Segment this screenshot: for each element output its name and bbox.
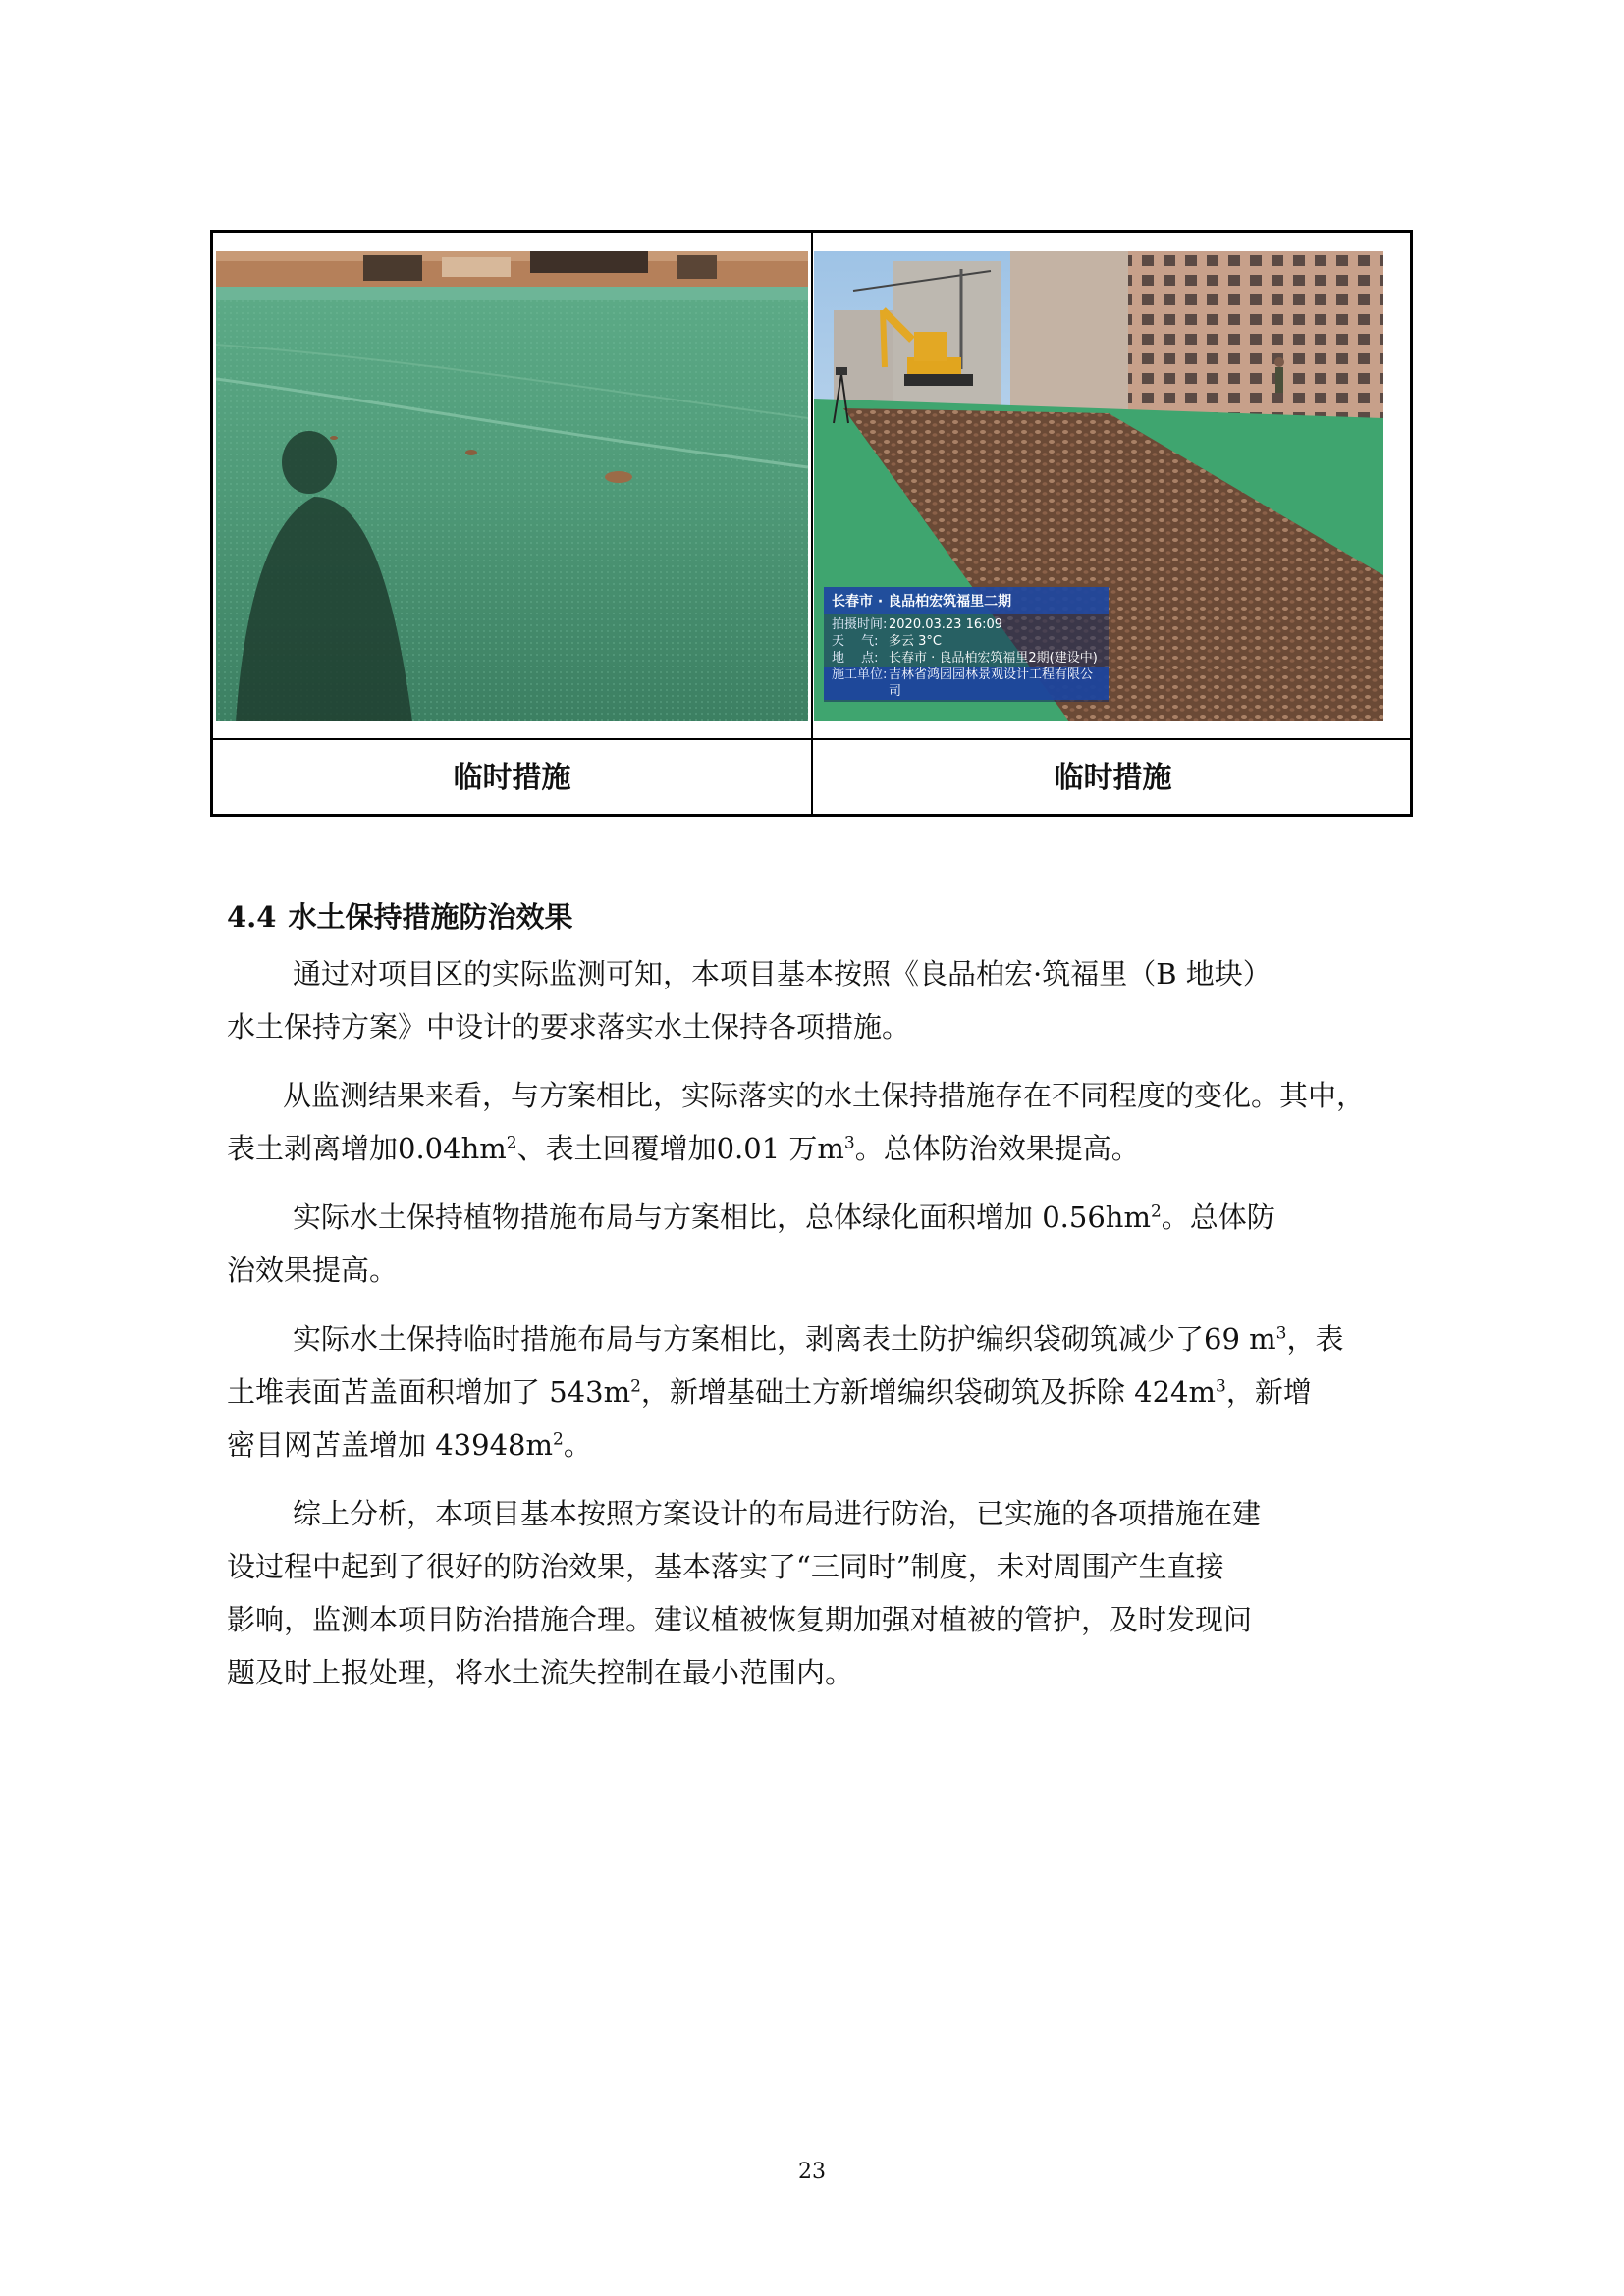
text-run: 、表土回覆增加0.01 万m bbox=[516, 1132, 844, 1165]
overlay-key: 天 气: bbox=[832, 634, 879, 649]
text-run: 。总体防治效果提高。 bbox=[854, 1132, 1140, 1165]
paragraph-line: 综上分析，本项目基本按照方案设计的布局进行防治，已实施的各项措施在建 bbox=[293, 1497, 1262, 1530]
overlay-row bbox=[824, 616, 1109, 633]
text-run: 表土剥离增加0.04hm bbox=[227, 1132, 507, 1165]
paragraph-line: 治效果提高。 bbox=[227, 1254, 399, 1287]
section-heading bbox=[227, 895, 572, 935]
paragraph-line: 题及时上报处理，将水土流失控制在最小范围内。 bbox=[227, 1656, 854, 1689]
paragraph-line bbox=[227, 1425, 592, 1465]
overlay-value: 多云 3°C bbox=[889, 634, 942, 649]
green-mesh-cover-photo bbox=[216, 251, 808, 721]
overlay-key: 地 点: bbox=[832, 651, 879, 666]
photo-table bbox=[210, 230, 1413, 817]
overlay-body bbox=[824, 614, 1109, 702]
superscript: 3 bbox=[843, 1133, 855, 1153]
paragraph-line: 影响，监测本项目防治措施合理。建议植被恢复期加强对植被的管护，及时发现问 bbox=[227, 1603, 1253, 1636]
text-run: ，新增 bbox=[1225, 1375, 1312, 1409]
paragraph-line bbox=[293, 1198, 1275, 1237]
text-run: 实际水土保持植物措施布局与方案相比，总体绿化面积增加 0.56hm bbox=[293, 1201, 1151, 1234]
excavator-site-photo bbox=[814, 251, 1383, 721]
paragraph-line: 水土保持方案》中设计的要求落实水土保持各项措施。 bbox=[227, 1010, 911, 1043]
left-photo-caption: 临时措施 bbox=[453, 761, 571, 795]
superscript: 2 bbox=[1150, 1201, 1162, 1222]
table-divider-vertical bbox=[811, 233, 813, 814]
superscript: 2 bbox=[552, 1429, 564, 1450]
overlay-value: 2020.03.23 16:09 bbox=[889, 617, 1003, 632]
paragraph-line bbox=[293, 1319, 1343, 1359]
superscript: 2 bbox=[630, 1376, 641, 1397]
paragraph-line: 从监测结果来看，与方案相比，实际落实的水土保持措施存在不同程度的变化。其中， bbox=[283, 1079, 1366, 1112]
overlay-title: 长春市 · 良品柏宏筑福里二期 bbox=[824, 587, 1109, 614]
text-run: 。 bbox=[563, 1428, 592, 1462]
paragraph-line bbox=[227, 1372, 1312, 1412]
photo-info-overlay bbox=[824, 587, 1109, 717]
green-mesh-cover-image bbox=[216, 251, 808, 721]
overlay-key: 拍摄时间: bbox=[832, 617, 888, 632]
text-run: 土堆表面苫盖面积增加了 543m bbox=[227, 1375, 631, 1409]
paragraph-line bbox=[227, 1129, 1140, 1168]
text-run: 实际水土保持临时措施布局与方案相比，剥离表土防护编织袋砌筑减少了69 m bbox=[293, 1322, 1276, 1356]
text-run: ，新增基础土方新增编织袋砌筑及拆除 424m bbox=[640, 1375, 1216, 1409]
superscript: 3 bbox=[1275, 1323, 1287, 1344]
text-run: 。总体防 bbox=[1161, 1201, 1275, 1234]
overlay-value: 长春市 · 良品柏宏筑福里2期(建设中) bbox=[889, 651, 1098, 666]
paragraph-line: 通过对项目区的实际监测可知，本项目基本按照《良品柏宏·筑福里（B 地块） bbox=[293, 957, 1272, 990]
overlay-unit-row bbox=[824, 667, 1109, 700]
text-run: 密目网苫盖增加 43948m bbox=[227, 1428, 553, 1462]
superscript: 2 bbox=[506, 1133, 517, 1153]
section-title: 水土保持措施防治效果 bbox=[288, 900, 573, 934]
overlay-unit-value: 吉林省鸿园园林景观设计工程有限公司 bbox=[889, 667, 1094, 699]
paragraph-line: 设过程中起到了很好的防治效果，基本落实了“三同时”制度，未对周围产生直接 bbox=[227, 1550, 1224, 1583]
right-photo-caption: 临时措施 bbox=[1054, 761, 1172, 795]
overlay-row bbox=[824, 633, 1109, 650]
overlay-unit-key: 施工单位: bbox=[832, 667, 888, 682]
overlay-row bbox=[824, 650, 1109, 667]
text-run: ，表 bbox=[1286, 1322, 1344, 1356]
superscript: 3 bbox=[1215, 1376, 1226, 1397]
page-number: 23 bbox=[798, 2160, 826, 2184]
section-number: 4.4 bbox=[227, 900, 277, 934]
